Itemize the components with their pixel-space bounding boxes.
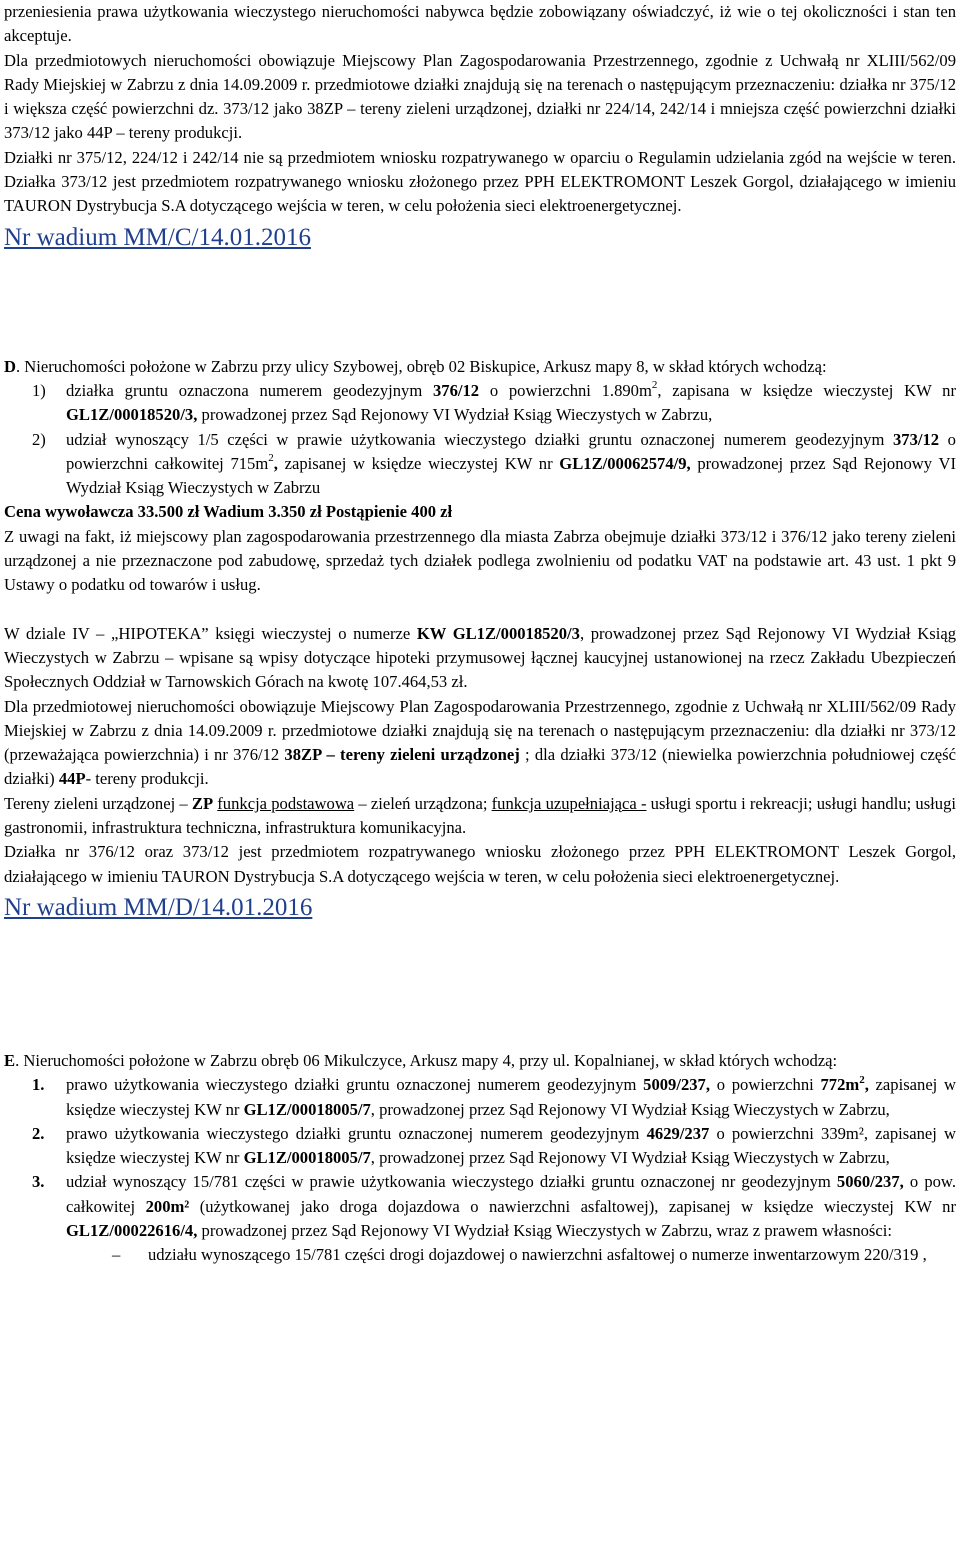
- text-span: o powierzchni całkowitej 715m: [66, 429, 956, 473]
- text-span: udział wynoszący 1/5 części w prawie użytkowania wieczystego działki gruntu oznaczonej numerem geodezyjnym: [66, 429, 893, 449]
- text-span: Dla przedmiotowej nieruchomości obowiązuje Miejscowy Plan Zagospodarowania Przestrzennego, zgodnie z Uchwałą nr XLIII/562/09 Rady Miejskiej w Zabrzu z dnia 14.09.2009 r. przedmiotowe działki znajdują się na terenach o następującym przeznaczeniu: dla działki nr 373/12 (przeważająca powierzchnia) i nr 376/12: [4, 696, 956, 765]
- text-span: usługi sportu i rekreacji; usługi handlu; usługi gastronomii, infrastruktura techniczna, infrastruktura komunikacyjna.: [4, 793, 956, 838]
- zone-code: ZP: [191, 793, 214, 813]
- paragraph-wniosek-d: Działka nr 376/12 oraz 373/12 jest przedmiotem rozpatrywanego wniosku złożonego przez PPH ELEKTROMONT Leszek Gorgol, działającego w imieniu TAURON Dystrybucja S.A dotyczącego wejścia w teren, w celu położenia sieci elektroenergetycznej.: [4, 842, 956, 886]
- paragraph-acceptance: przeniesienia prawa użytkowania wieczystego nieruchomości nabywca będzie zobowiązany oświadczyć, iż wie o tej okoliczności i stan ten akceptuje.: [4, 2, 956, 46]
- text-span: udział wynoszący 15/781 części w prawie użytkowania wieczystego działki gruntu oznaczonej nr geodezyjnym: [66, 1172, 837, 1192]
- land-register-number: KW GL1Z/00018520/3: [416, 623, 580, 643]
- land-register-number: GL1Z/00018005/7: [243, 1099, 371, 1119]
- text-span: prowadzonej przez Sąd Rejonowy VI Wydział Ksiąg Wieczystych w Zabrzu: [66, 453, 956, 498]
- text-span: , zapisana w księdze wieczystej KW nr: [657, 380, 957, 400]
- list-item-number: 1.: [32, 1075, 45, 1095]
- parcel-number: 373/12: [892, 429, 940, 449]
- list-subitem: [0, 1243, 960, 1267]
- paragraph-hipoteka: [0, 622, 960, 695]
- zone-code: 38ZP – tereny zieleni urządzonej: [284, 745, 520, 765]
- text-span: ; dla działki 373/12 (niewielka powierzchnia południowej część działki): [4, 745, 956, 789]
- section-d-list: [0, 379, 960, 500]
- list-item-number: 3.: [32, 1172, 45, 1192]
- text-span: o powierzchni 339m², zapisanej w księdze wieczystej KW nr: [66, 1123, 956, 1168]
- land-register-number: GL1Z/00018520/3,: [66, 405, 198, 425]
- paragraph-wniosek-c: Działki nr 375/12, 224/12 i 242/14 nie są przedmiotem wniosku rozpatrywanego w oparciu o Regulamin udzielania zgód na wejście w teren. Działka 373/12 jest przedmiotem rozpatrywanego wniosku złożonego przez PPH ELEKTROMONT Leszek Gorgol, działającego w imieniu TAURON Dystrybucja S.A dotyczącego wejścia w teren, w celu położenia sieci elektroenergetycznej.: [4, 147, 956, 216]
- text-span: , prowadzonej przez Sąd Rejonowy VI Wydział Ksiąg Wieczystych w Zabrzu – wpisane są wpisy dotyczące hipoteki przymusowej łącznej kaucyjnej ustanowionej na rzecz Zakładu Ubezpieczeń Społecznych Oddział w Tarnowskich Górach na kwotę 107.464,53 zł.: [4, 623, 956, 692]
- text-span: zapisanej w księdze wieczystej KW nr: [277, 453, 560, 473]
- text-span: , prowadzonej przez Sąd Rejonowy VI Wydział Ksiąg Wieczystych w Zabrzu,: [370, 1148, 890, 1168]
- list-item: [0, 1170, 960, 1243]
- text-span: ,: [273, 453, 278, 473]
- list-item: [0, 428, 960, 501]
- section-d-intro-text: . Nieruchomości położone w Zabrzu przy ulicy Szybowej, obręb 02 Biskupice, Arkusz mapy 8, w skład których wchodzą:: [15, 356, 827, 376]
- parcel-number: 4629/237: [646, 1123, 710, 1143]
- section-e-intro-text: . Nieruchomości położone w Zabrzu obręb 06 Mikulczyce, Arkusz mapy 4, przy ul. Kopalnianej, w skład których wchodzą:: [15, 1050, 838, 1070]
- wadium-number-d: Nr wadium MM/D/14.01.2016: [4, 893, 313, 921]
- text-span: – zieleń urządzona;: [354, 793, 492, 813]
- text-span: o powierzchni 1.890m: [479, 380, 652, 400]
- text-span: - tereny produkcji.: [85, 769, 209, 789]
- underlined-term: funkcja podstawowa: [217, 793, 355, 813]
- underlined-term: funkcja uzupełniająca -: [491, 793, 647, 813]
- text-span: W dziale IV – „HIPOTEKA” księgi wieczystej o numerze: [4, 623, 417, 643]
- text-span: udziału wynoszącego 15/781 części drogi dojazdowej o nawierzchni asfaltowej o numerze inwentarzowym 220/319 ,: [148, 1245, 927, 1265]
- paragraph-vat: Z uwagi na fakt, iż miejscowy plan zagospodarowania przestrzennego dla miasta Zabrza obejmuje działki 373/12 i 376/12 jako tereny zieleni urządzonej a nie przeznaczone pod zabudowę, sprzedaż tych działek podlega zwolnieniu od podatku VAT na podstawie art. 43 ust. 1 pkt 9 Ustawy o podatku od towarów i usług.: [4, 526, 956, 595]
- list-item-number: 2.: [32, 1123, 45, 1143]
- text-span: prowadzonej przez Sąd Rejonowy VI Wydział Ksiąg Wieczystych w Zabrzu,: [197, 405, 713, 425]
- parcel-number: 376/12: [433, 380, 480, 400]
- text-span: prawo użytkowania wieczystego działki gruntu oznaczonej numerem geodezyjnym: [66, 1075, 644, 1095]
- land-register-number: GL1Z/00018005/7: [243, 1148, 371, 1168]
- land-register-number: GL1Z/00062574/9,: [559, 453, 691, 473]
- section-d-letter: D: [4, 356, 16, 376]
- list-item-number: 1): [32, 380, 46, 400]
- text-span: Tereny zieleni urządzonej –: [4, 793, 192, 813]
- section-e-letter: E: [4, 1050, 16, 1070]
- text-span: ,: [864, 1075, 869, 1095]
- wadium-number-c: Nr wadium MM/C/14.01.2016: [4, 223, 311, 251]
- area-value: 772m: [820, 1075, 860, 1095]
- section-e-intro: [0, 1049, 960, 1073]
- text-span: zapisanej w księdze wieczystej KW nr: [66, 1075, 956, 1119]
- text-span: , prowadzonej przez Sąd Rejonowy VI Wydział Ksiąg Wieczystych w Zabrzu,: [370, 1099, 890, 1119]
- parcel-number: 5009/237,: [643, 1075, 710, 1095]
- zone-code: 44P: [58, 769, 86, 789]
- superscript: 2: [268, 452, 274, 465]
- section-d-intro: [0, 355, 960, 379]
- paragraph-plan-c: Dla przedmiotowych nieruchomości obowiązuje Miejscowy Plan Zagospodarowania Przestrzennego, zgodnie z Uchwałą nr XLIII/562/09 Rady Miejskiej w Zabrzu z dnia 14.09.2009 r. przedmiotowe działki znajdują się na terenach o następującym przeznaczeniu: działka nr 375/12 i większa część powierzchni dz. 373/12 jako 38ZP – tereny zieleni urządzonej, działki nr 224/14, 242/14 i mniejsza część powierzchni działki 373/12 jako 44P – tereny produkcji.: [4, 50, 956, 143]
- list-item: [0, 1122, 960, 1171]
- paragraph-zp: [0, 792, 960, 841]
- text-span: o pow. całkowitej: [66, 1172, 956, 1216]
- parcel-number: 5060/237,: [836, 1172, 904, 1192]
- area-value: 200m²: [145, 1196, 190, 1216]
- text-span: działka gruntu oznaczona numerem geodezyjnym: [66, 380, 433, 400]
- superscript: 2: [651, 379, 658, 392]
- list-item: [0, 379, 960, 428]
- text-span: (użytkowanej jako droga dojazdowa o nawierzchni asfaltowej), zapisanej w księdze wieczystej KW nr: [189, 1196, 956, 1216]
- paragraph-plan-d: [0, 695, 960, 792]
- land-register-number: GL1Z/00022616/4,: [66, 1220, 198, 1240]
- price-line: Cena wywoławcza 33.500 zł Wadium 3.350 zł Postąpienie 400 zł: [4, 502, 453, 522]
- dash-bullet: –: [112, 1245, 121, 1265]
- list-item: [0, 1073, 960, 1122]
- text-span: o powierzchni: [710, 1075, 821, 1095]
- text-span: prowadzonej przez Sąd Rejonowy VI Wydział Ksiąg Wieczystych w Zabrzu, wraz z prawem własności:: [197, 1220, 892, 1240]
- section-e-list: [0, 1073, 960, 1267]
- list-item-number: 2): [32, 429, 46, 449]
- superscript: 2: [859, 1073, 865, 1086]
- text-span: prawo użytkowania wieczystego działki gruntu oznaczonej numerem geodezyjnym: [66, 1123, 647, 1143]
